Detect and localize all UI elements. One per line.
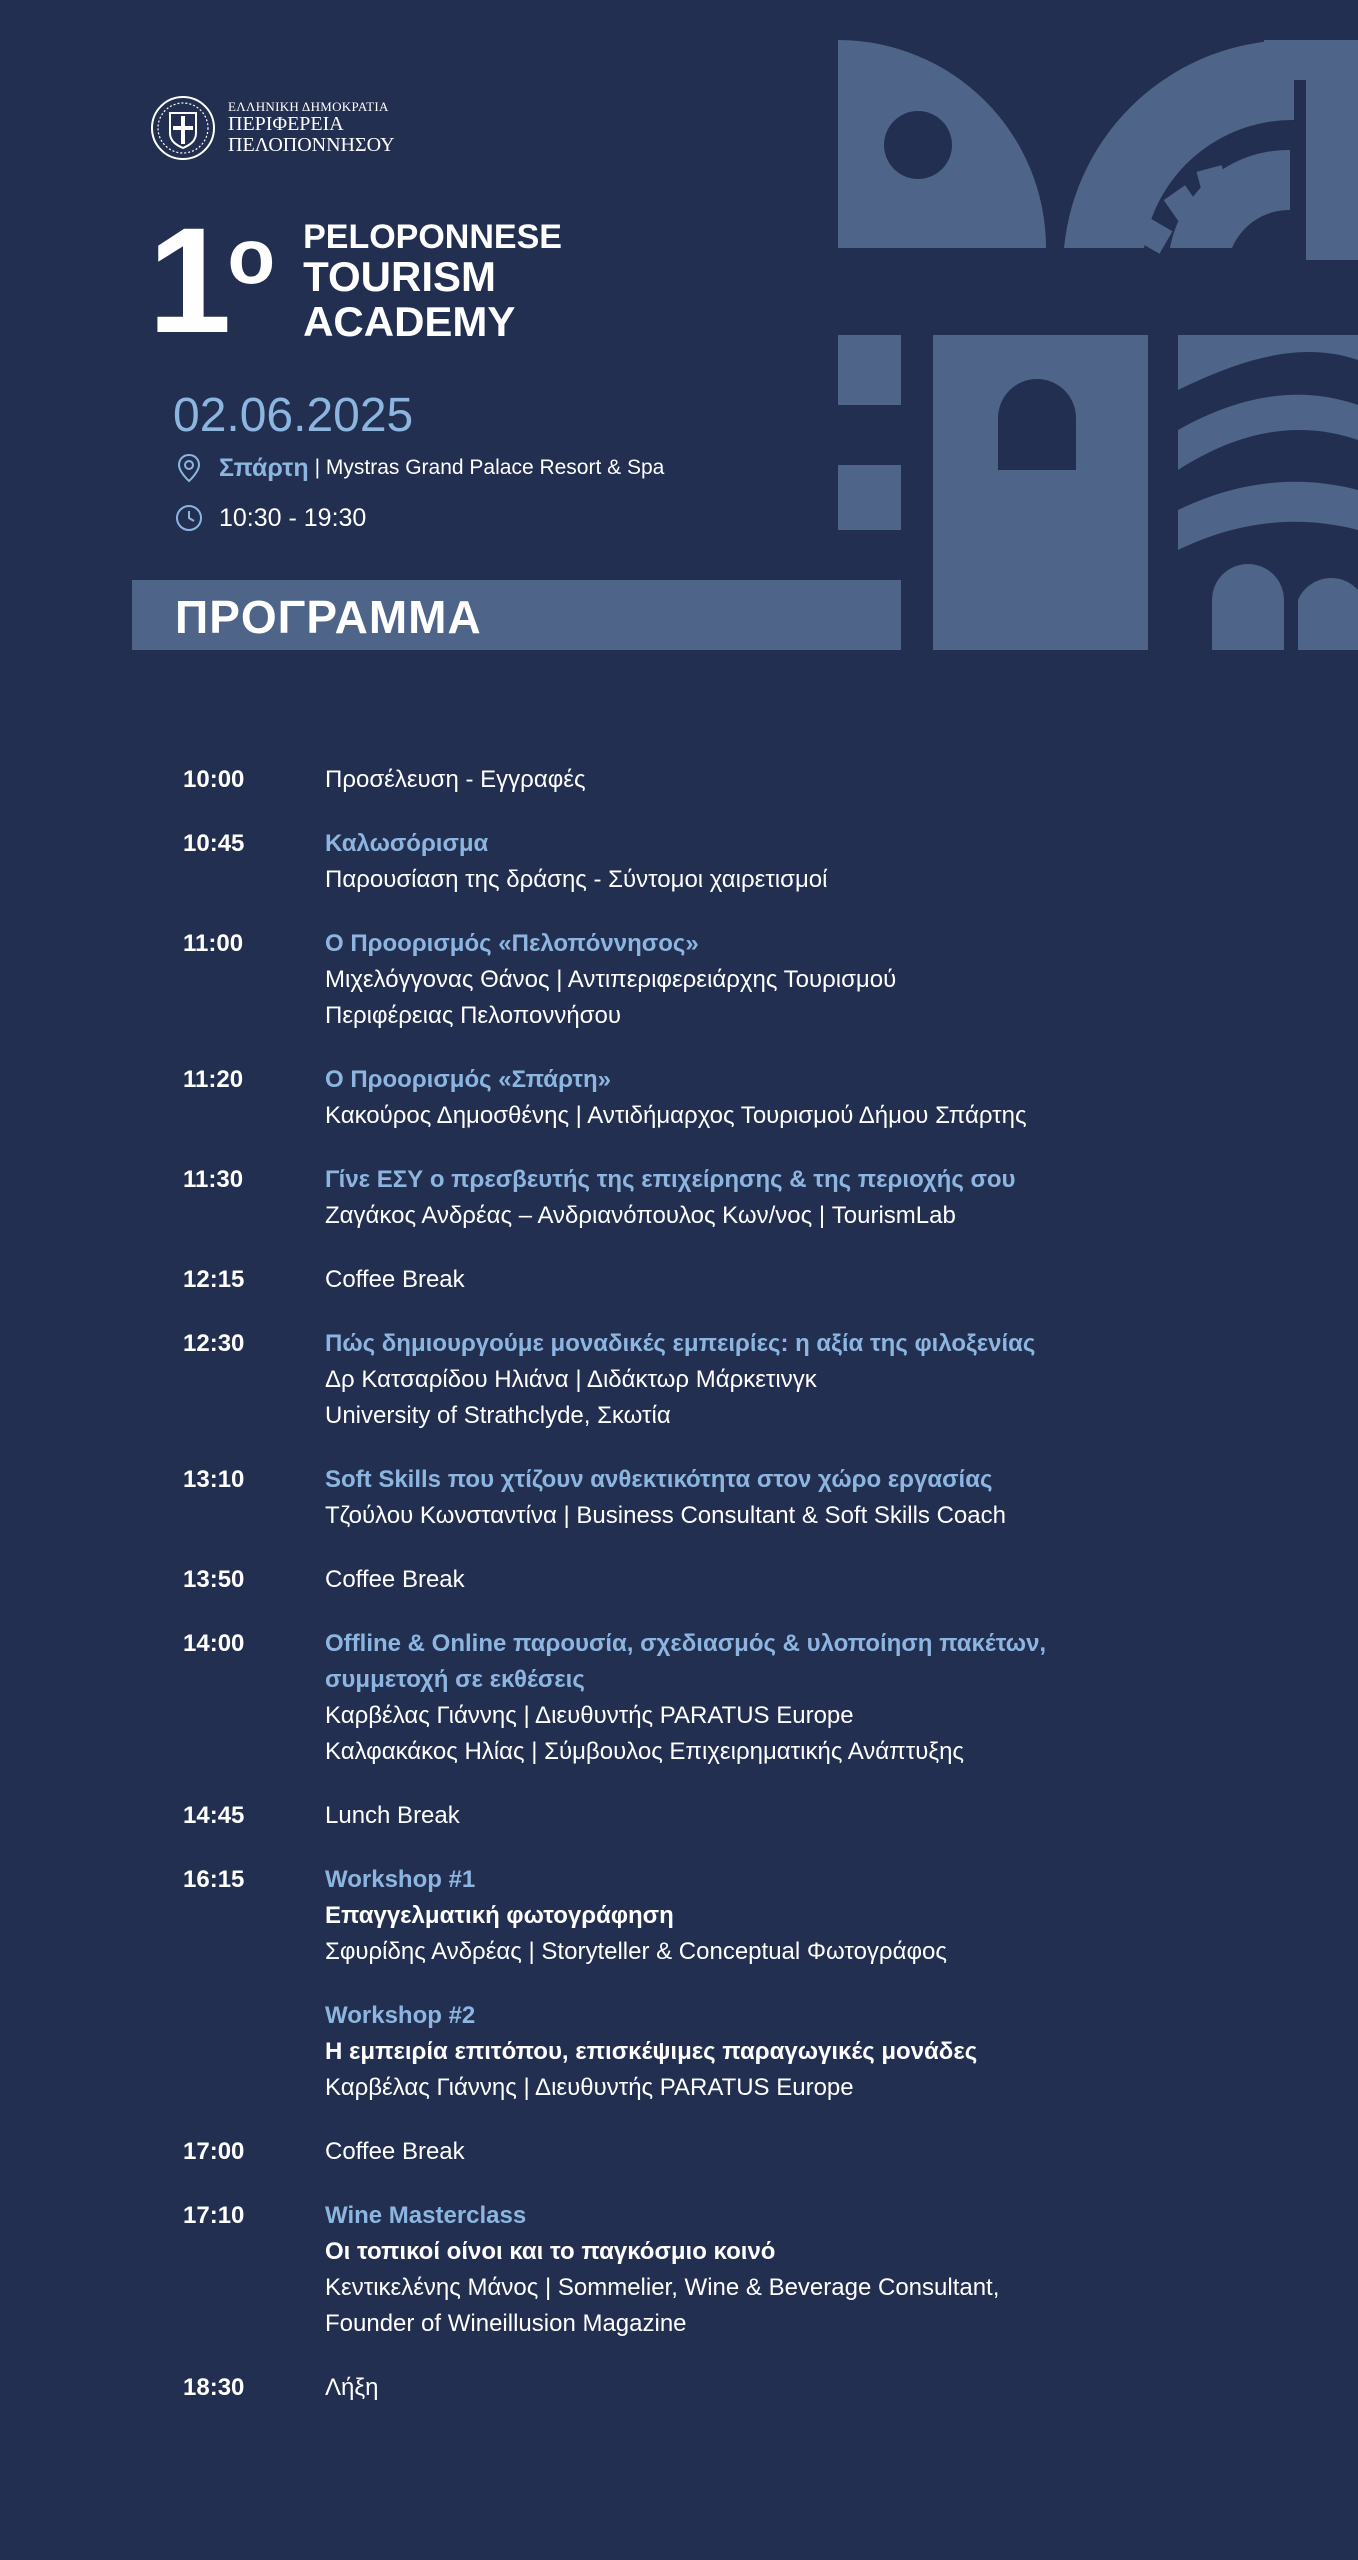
event-name-line1: PELOPONNESE bbox=[303, 218, 562, 256]
coat-of-arms-icon bbox=[150, 95, 216, 161]
schedule-item-line: Περιφέρειας Πελοποννήσου bbox=[325, 1002, 621, 1029]
schedule-item-title: Πώς δημιουργούμε μοναδικές εμπειρίες: η αξία της φιλοξενίας bbox=[325, 1330, 1036, 1357]
logo-text bbox=[228, 100, 395, 156]
workshop1-subtitle: Επαγγελματική φωτογράφηση bbox=[325, 1902, 674, 1929]
schedule-time: 17:10 bbox=[183, 2202, 245, 2229]
edition-ordinal-suffix: ο bbox=[227, 212, 276, 300]
schedule-item-text: Lunch Break bbox=[325, 1802, 460, 1829]
edition-number: 1 bbox=[148, 196, 228, 364]
schedule-item-title: Καλωσόρισμα bbox=[325, 830, 489, 857]
schedule-row bbox=[183, 2370, 1163, 2406]
schedule-time: 17:00 bbox=[183, 2138, 245, 2165]
schedule-item-title: Ο Προορισμός «Σπάρτη» bbox=[325, 1066, 611, 1093]
event-time-range: 10:30 - 19:30 bbox=[219, 503, 367, 532]
schedule-row bbox=[183, 1862, 1163, 2106]
location-pin-icon bbox=[173, 452, 205, 484]
logo-line-republic: ΕΛΛΗΝΙΚΗ ΔΗΜΟΚΡΑΤΙΑ bbox=[228, 99, 389, 115]
schedule-time: 12:15 bbox=[183, 1266, 245, 1293]
schedule-item-text: Coffee Break bbox=[325, 1266, 465, 1293]
schedule-time: 13:50 bbox=[183, 1566, 245, 1593]
schedule-item-line: Κεντικελένης Μάνος | Sommelier, Wine & Beverage Consultant, bbox=[325, 2274, 1000, 2301]
workshop1-speaker: Σφυρίδης Ανδρέας | Storyteller & Conceptual Φωτογράφος bbox=[325, 1938, 947, 1965]
schedule-row bbox=[183, 1798, 1163, 1834]
schedule-time: 16:15 bbox=[183, 1866, 245, 1893]
schedule-time: 10:00 bbox=[183, 766, 245, 793]
region-logo bbox=[150, 95, 395, 161]
schedule-time: 11:30 bbox=[183, 1166, 244, 1193]
logo-line-region: ΠΕΡΙΦΕΡΕΙΑ bbox=[228, 112, 344, 135]
schedule-item-line: Καρβέλας Γιάννης | Διευθυντής PARATUS Europe bbox=[325, 1702, 854, 1729]
schedule-list bbox=[183, 762, 1163, 2434]
schedule-time: 12:30 bbox=[183, 1330, 245, 1357]
schedule-row bbox=[183, 762, 1163, 798]
schedule-time: 10:45 bbox=[183, 830, 245, 857]
venue-detail: | Mystras Grand Palace Resort & Spa bbox=[314, 456, 665, 479]
schedule-item-text: Coffee Break bbox=[325, 2138, 465, 2165]
schedule-row bbox=[183, 1562, 1163, 1598]
schedule-item-line: Κακούρος Δημοσθένης | Αντιδήμαρχος Τουρισμού Δήμου Σπάρτης bbox=[325, 1102, 1027, 1129]
workshop-spacer bbox=[325, 1970, 1163, 1998]
event-name-line2: TOURISM bbox=[303, 253, 496, 301]
schedule-time: 14:00 bbox=[183, 1630, 245, 1657]
schedule-time: 18:30 bbox=[183, 2374, 245, 2401]
event-name-line3: ACADEMY bbox=[303, 297, 516, 345]
schedule-row bbox=[183, 1162, 1163, 1234]
schedule-item-line: University of Strathclyde, Σκωτία bbox=[325, 1402, 671, 1429]
schedule-row bbox=[183, 826, 1163, 898]
schedule-time: 13:10 bbox=[183, 1466, 245, 1493]
schedule-item-line: Παρουσίαση της δράσης - Σύντομοι χαιρετισμοί bbox=[325, 866, 828, 893]
schedule-item-line: Καλφακάκος Ηλίας | Σύμβουλος Επιχειρηματικής Ανάπτυξης bbox=[325, 1738, 964, 1765]
event-date: 02.06.2025 bbox=[173, 389, 414, 442]
schedule-item-subtitle: Οι τοπικοί οίνοι και το παγκόσμιο κοινό bbox=[325, 2238, 776, 2265]
schedule-row bbox=[183, 1262, 1163, 1298]
schedule-item-text: Λήξη bbox=[325, 2374, 379, 2401]
venue-city: Σπάρτη bbox=[219, 453, 309, 482]
schedule-item-line: Δρ Κατσαρίδου Ηλιάνα | Διδάκτωρ Μάρκετινγκ bbox=[325, 1366, 817, 1393]
schedule-item-text: Προσέλευση - Εγγραφές bbox=[325, 766, 586, 793]
workshop2-title: Workshop #2 bbox=[325, 2002, 476, 2029]
schedule-item-title: Soft Skills που χτίζουν ανθεκτικότητα στον χώρο εργασίας bbox=[325, 1466, 993, 1493]
logo-line-peloponnese: ΠΕΛΟΠΟΝΝΗΣΟΥ bbox=[228, 133, 395, 156]
schedule-item-title: Ο Προορισμός «Πελοπόννησος» bbox=[325, 930, 699, 957]
schedule-item-line: Founder of Wineillusion Magazine bbox=[325, 2310, 687, 2337]
schedule-item-title: Offline & Online παρουσία, σχεδιασμός & υλοποίηση πακέτων, bbox=[325, 1630, 1047, 1657]
program-heading-bar bbox=[132, 580, 901, 650]
workshop2-speaker: Καρβέλας Γιάννης | Διευθυντής PARATUS Europe bbox=[325, 2074, 854, 2101]
workshop1-title: Workshop #1 bbox=[325, 1866, 476, 1893]
schedule-time: 11:00 bbox=[183, 930, 244, 957]
schedule-row bbox=[183, 926, 1163, 1034]
event-venue bbox=[173, 452, 664, 484]
schedule-row bbox=[183, 1462, 1163, 1534]
schedule-item-line: Ζαγάκος Ανδρέας – Ανδριανόπουλος Κων/νος | TourismLab bbox=[325, 1202, 956, 1229]
schedule-item-line: Μιχελόγγονας Θάνος | Αντιπεριφερειάρχης Τουρισμού bbox=[325, 966, 897, 993]
program-heading: ΠΡΟΓΡΑΜΜΑ bbox=[175, 591, 482, 643]
event-name bbox=[303, 219, 562, 355]
schedule-item-text: Coffee Break bbox=[325, 1566, 465, 1593]
schedule-row bbox=[183, 2134, 1163, 2170]
schedule-item-line: Τζούλου Κωνσταντίνα | Business Consultant & Soft Skills Coach bbox=[325, 1502, 1006, 1529]
schedule-row bbox=[183, 1062, 1163, 1134]
event-time bbox=[173, 502, 366, 534]
schedule-item-title-cont: συμμετοχή σε εκθέσεις bbox=[325, 1666, 585, 1693]
workshop2-subtitle: Η εμπειρία επιτόπου, επισκέψιμες παραγωγικές μονάδες bbox=[325, 2038, 978, 2065]
schedule-item-title: Γίνε ΕΣΥ ο πρεσβευτής της επιχείρησης & της περιοχής σου bbox=[325, 1166, 1016, 1193]
schedule-row bbox=[183, 2198, 1163, 2342]
clock-icon bbox=[173, 502, 205, 534]
event-title bbox=[148, 196, 562, 364]
schedule-time: 14:45 bbox=[183, 1802, 245, 1829]
schedule-item-title: Wine Masterclass bbox=[325, 2202, 527, 2229]
schedule-time: 11:20 bbox=[183, 1066, 244, 1093]
schedule-row bbox=[183, 1626, 1163, 1770]
schedule-row bbox=[183, 1326, 1163, 1434]
